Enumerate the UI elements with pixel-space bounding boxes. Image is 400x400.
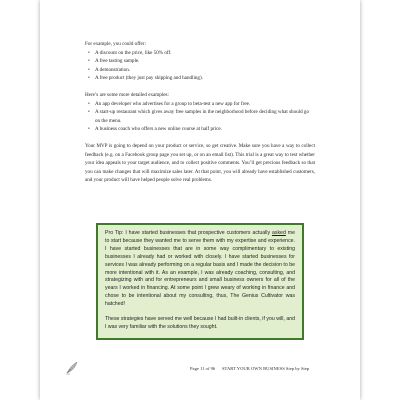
- document-page: [40, 0, 360, 400]
- offer-list: [85, 49, 315, 83]
- pro-tip-asked: asked: [271, 230, 286, 236]
- pro-tip-closing: These strategies have served me well because I had built-in clients, if you will, and I was very familiar with the solutions they sought.: [105, 316, 295, 330]
- list-item: • An app developer who advertises for a group to beta-test a new app for free.: [95, 100, 315, 109]
- list-item: • A demonstration.: [95, 66, 315, 75]
- footer-book-title: START YOUR OWN BUSINESS Step by Step: [222, 366, 310, 371]
- page-content: [85, 40, 315, 185]
- list-item: • A discount on the price, like 50% off.: [95, 49, 315, 58]
- example-list: [85, 100, 315, 134]
- footer-page-number: Page 11 of 96: [190, 366, 216, 371]
- intro-text: For example, you could offer:: [85, 41, 146, 47]
- pro-tip-text-a: I have started businesses that prospective customers actually: [125, 230, 271, 236]
- quill-logo-icon: [64, 360, 80, 376]
- mvp-paragraph: Your MVP is going to depend on your product or service, so get creative. Make sure you have a way to collect feedback (e.g. on a Facebook group page you set up, or on an email list). This trial is a great way to test whether your idea appeals to your target audience, and to collect positive comments. You’ll get precious feedback so that you can make changes that will maximize sales later. At that point, you will already have established customers, and your product will have helped people solve real problems.: [85, 142, 315, 184]
- pro-tip-label: Pro Tip:: [105, 230, 124, 236]
- pro-tip-box: [96, 223, 304, 340]
- pro-tip-body: [105, 230, 295, 309]
- list-item: • A business coach who offers a new online course at half price.: [95, 125, 315, 134]
- pro-tip-text-b: me to start because they wanted me to serve them with my expertise and experience. I have started businesses that are in some way complimentary to existing businesses I already had or worked with closely. I have started businesses for services I was already performing on a regular basis and I made the decision to be more intentional with it. As an example, I was already coaching, consulting, and strategizing with and for entrepreneurs and small business owners for all of the years I worked in financing. At some point I grew weary of working in finance and chose to be intentional about my consulting, thus, The Genius Cultivator was hatched!: [105, 230, 295, 308]
- page-footer: [40, 360, 360, 380]
- list-item: • A free tasting sample.: [95, 57, 315, 66]
- examples-intro-text: Here’s are some more detailed examples:: [85, 91, 169, 98]
- list-item: • A free product (they just pay shipping and handling).: [95, 74, 315, 83]
- list-item: • A start-up restaurant which gives away free samples in the neighborhood before deciding what should go on the menu.: [95, 108, 315, 125]
